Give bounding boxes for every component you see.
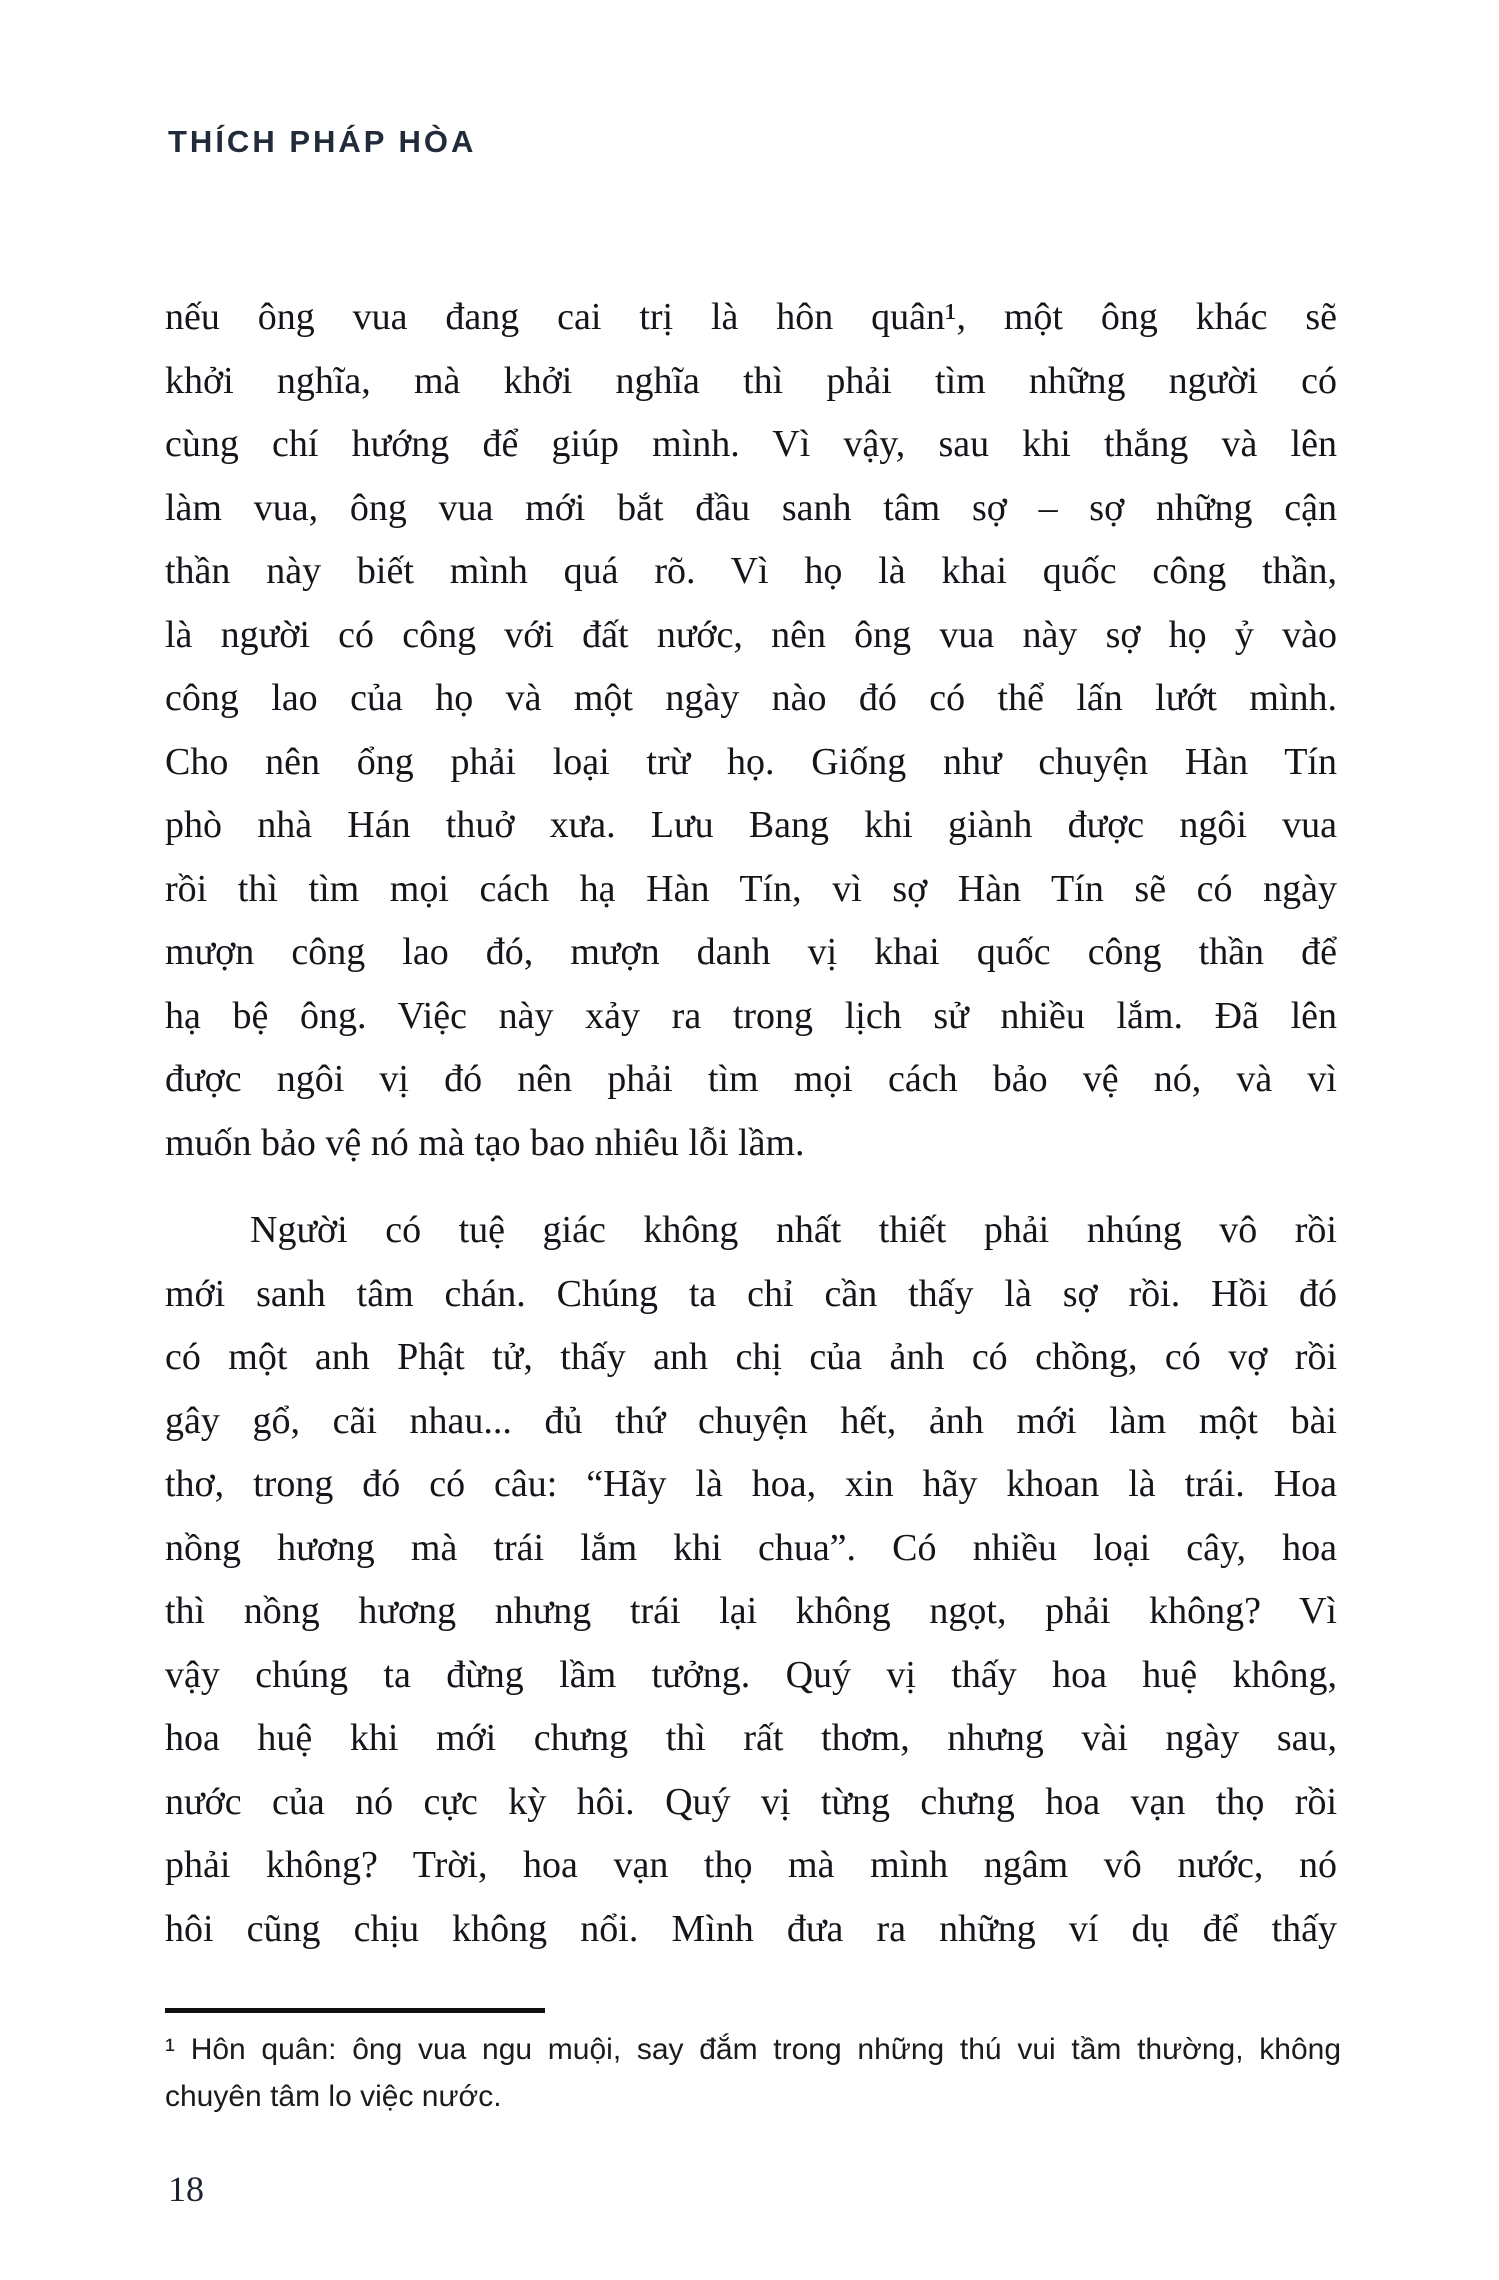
text-line: phò nhà Hán thuở xưa. Lưu Bang khi giành được ngôi vua (165, 804, 1337, 846)
footnote-separator-rule (165, 2008, 545, 2013)
text-line: muốn bảo vệ nó mà tạo bao nhiêu lỗi lầm. (165, 1121, 805, 1164)
text-line: thần này biết mình quá rõ. Vì họ là khai quốc công thần, (165, 550, 1337, 592)
text-line: khởi nghĩa, mà khởi nghĩa thì phải tìm những người có (165, 359, 1337, 402)
text-line: nồng hương mà trái lắm khi chua”. Có nhiều loại cây, hoa (165, 1526, 1337, 1569)
footnote (165, 2026, 1341, 2120)
text-line: vậy chúng ta đừng lầm tưởng. Quý vị thấy hoa huệ không, (165, 1653, 1337, 1696)
text-line: mới sanh tâm chán. Chúng ta chỉ cần thấy là sợ rồi. Hồi đó (165, 1272, 1337, 1315)
text-line: gây gổ, cãi nhau... đủ thứ chuyện hết, ảnh mới làm một bài (165, 1399, 1337, 1442)
text-line: công lao của họ và một ngày nào đó có thể lấn lướt mình. (165, 677, 1337, 719)
text-line: hôi cũng chịu không nổi. Mình đưa ra những ví dụ để thấy (165, 1907, 1337, 1950)
text-line: thơ, trong đó có câu: “Hãy là hoa, xin hãy khoan là trái. Hoa (165, 1463, 1337, 1505)
body-text-block (165, 286, 1337, 1961)
paragraph (165, 286, 1337, 1175)
footnote-line: chuyên tâm lo việc nước. (165, 2080, 502, 2113)
text-line: nước của nó cực kỳ hôi. Quý vị từng chưng hoa vạn thọ rồi (165, 1780, 1337, 1823)
paragraph (165, 1199, 1337, 1961)
text-line: nếu ông vua đang cai trị là hôn quân¹, một ông khác sẽ (165, 296, 1337, 338)
text-line: có một anh Phật tử, thấy anh chị của ảnh có chồng, có vợ rồi (165, 1336, 1337, 1378)
text-line: rồi thì tìm mọi cách hạ Hàn Tín, vì sợ Hàn Tín sẽ có ngày (165, 867, 1337, 910)
text-line: là người có công với đất nước, nên ông vua này sợ họ ỷ vào (165, 613, 1337, 656)
text-line: Người có tuệ giác không nhất thiết phải nhúng vô rồi (250, 1209, 1337, 1251)
text-line: thì nồng hương nhưng trái lại không ngọt, phải không? Vì (165, 1590, 1337, 1632)
text-line: được ngôi vị đó nên phải tìm mọi cách bảo vệ nó, và vì (165, 1058, 1337, 1100)
text-line: cùng chí hướng để giúp mình. Vì vậy, sau khi thắng và lên (165, 423, 1337, 465)
text-line: hạ bệ ông. Việc này xảy ra trong lịch sử nhiều lắm. Đã lên (165, 994, 1337, 1037)
text-line: làm vua, ông vua mới bắt đầu sanh tâm sợ – sợ những cận (165, 486, 1337, 529)
text-line: mượn công lao đó, mượn danh vị khai quốc công thần để (165, 931, 1337, 973)
text-line: phải không? Trời, hoa vạn thọ mà mình ngâm vô nước, nó (165, 1844, 1337, 1886)
footnote-line: ¹ Hôn quân: ông vua ngu muội, say đắm trong những thú vui tầm thường, không (165, 2033, 1341, 2066)
running-header: THÍCH PHÁP HÒA (168, 124, 477, 159)
text-line: Cho nên ổng phải loại trừ họ. Giống như chuyện Hàn Tín (165, 740, 1337, 783)
page-number: 18 (168, 2169, 204, 2209)
text-line: hoa huệ khi mới chưng thì rất thơm, nhưng vài ngày sau, (165, 1717, 1337, 1759)
